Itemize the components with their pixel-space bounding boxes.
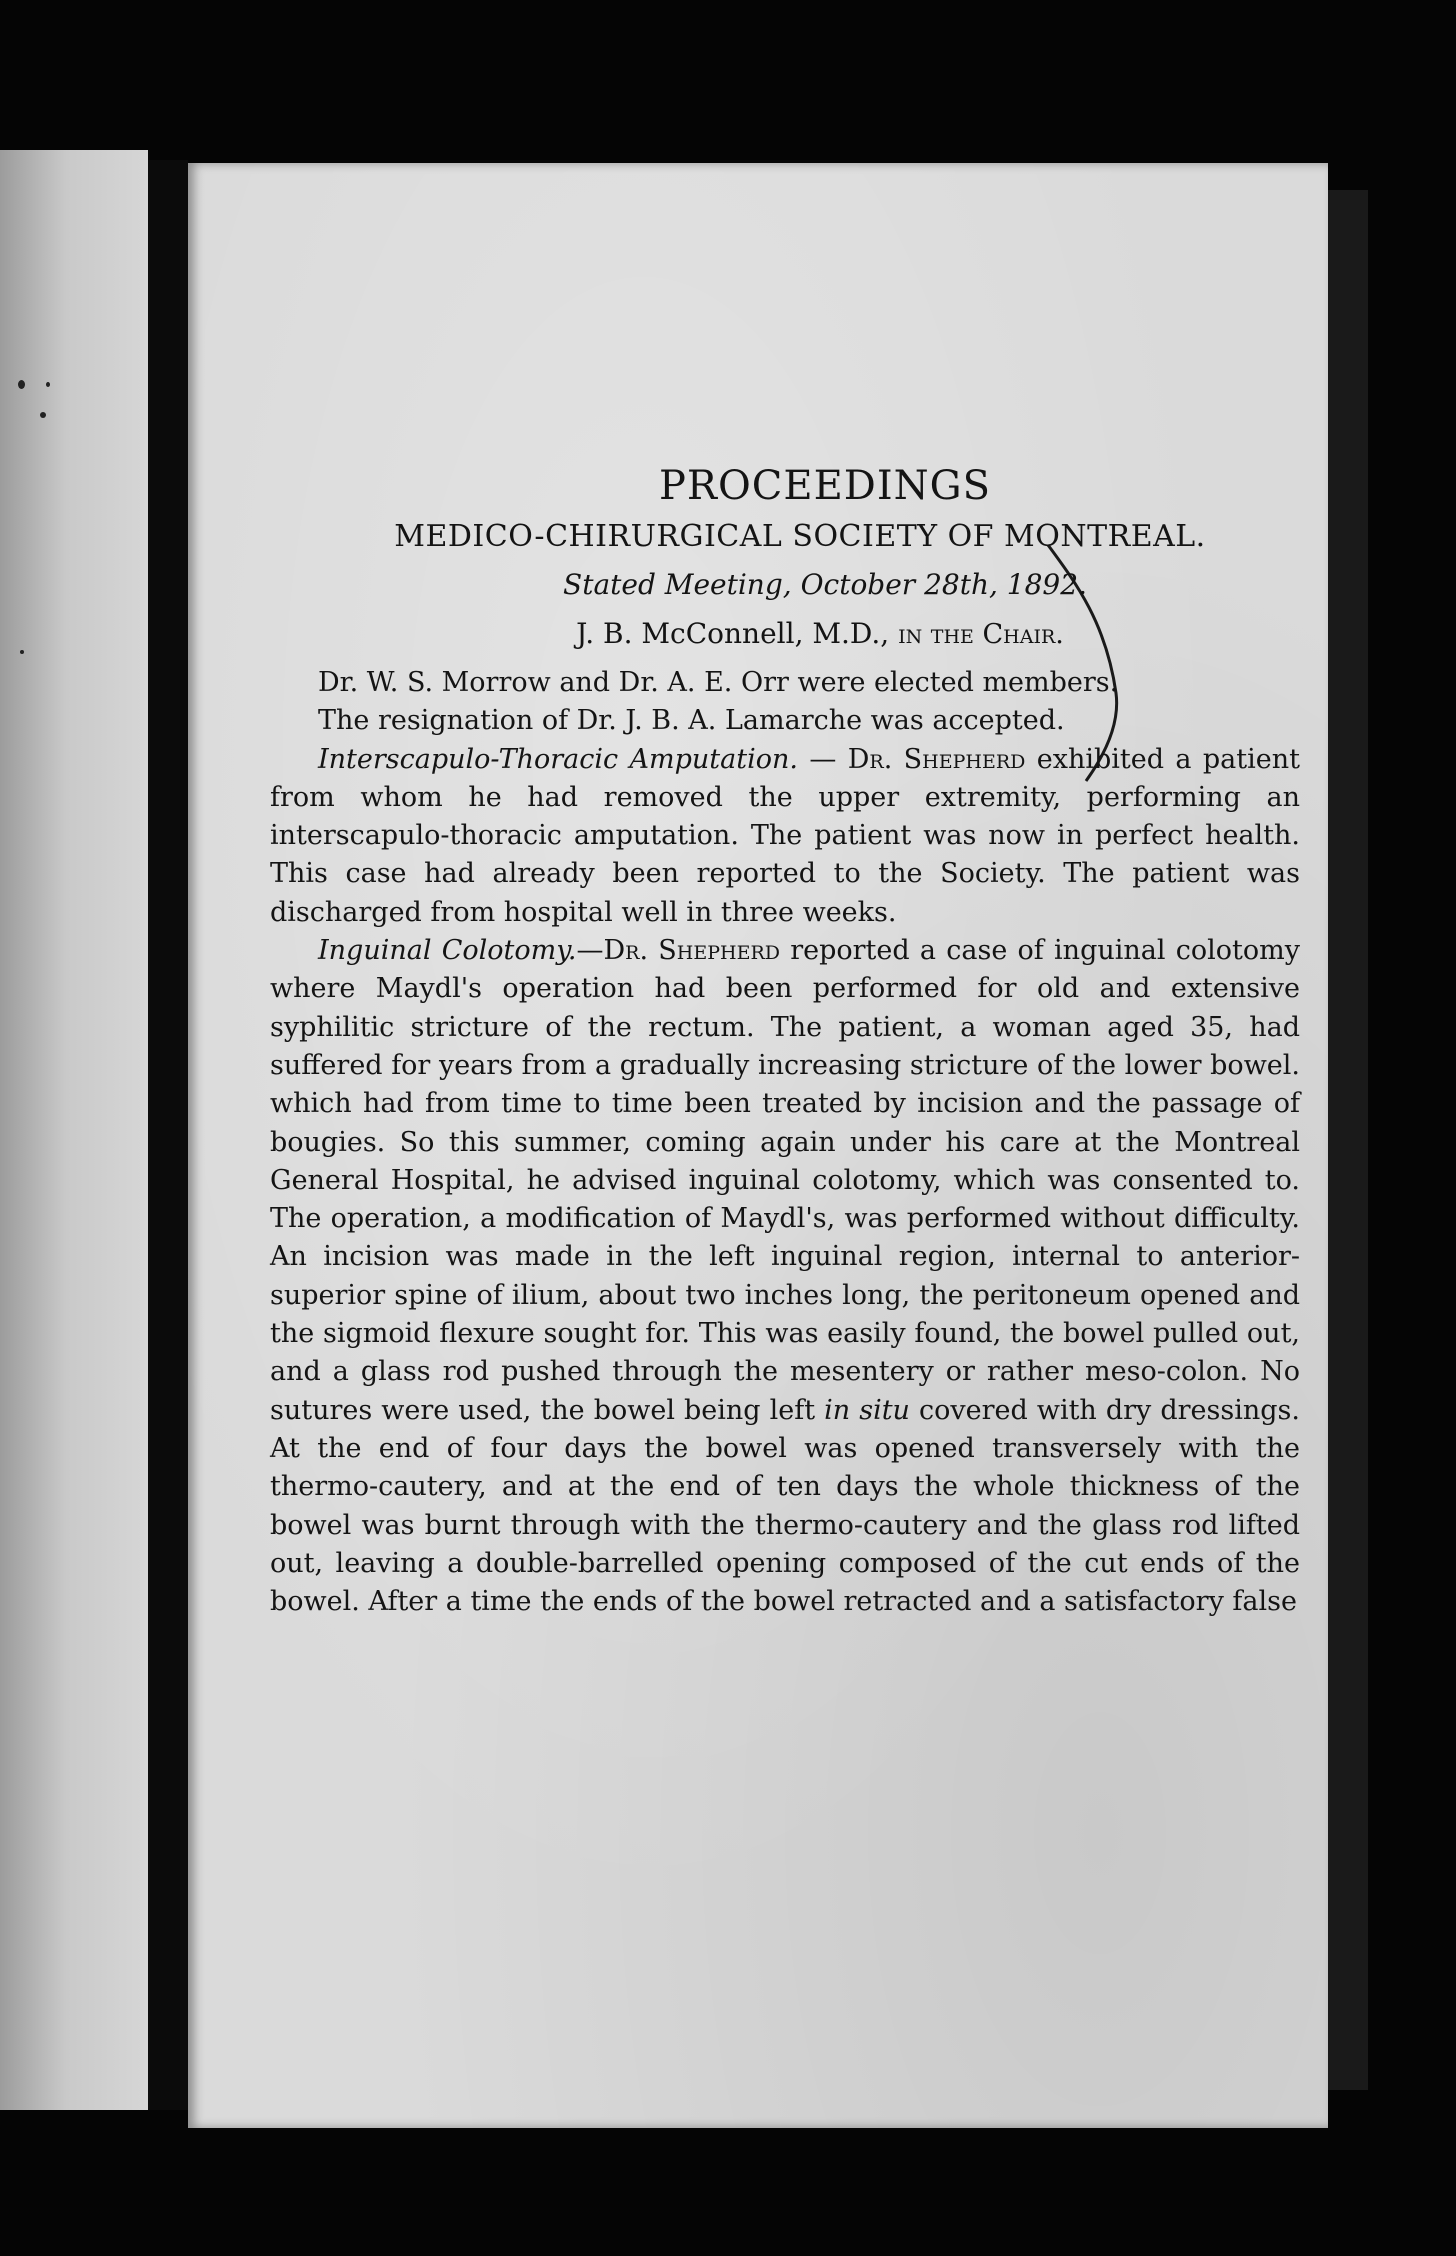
section-dash: — xyxy=(797,743,848,775)
section-title: Inguinal Colotomy. xyxy=(318,935,577,967)
section-dash: — xyxy=(576,935,604,967)
right-page-edge xyxy=(1328,190,1368,2090)
page-title: PROCEEDINGS xyxy=(658,463,992,509)
speaker-name: Dr. Shepherd xyxy=(847,743,1026,775)
ink-speck xyxy=(46,382,50,387)
paragraph-members: Dr. W. S. Morrow and Dr. A. E. Orr were elected members. xyxy=(318,667,1119,698)
chair-line xyxy=(340,617,1300,650)
ink-speck xyxy=(40,412,46,418)
speaker-name: Dr. Shepherd xyxy=(603,935,780,967)
section-body-continued: covered with dry dressings. At the end of four days the bowel was opened transversely with the thermo-cautery, and at the end of ten days the whole thickness of the bowel was burnt through with the thermo-cautery and the glass rod lifted out, leaving a double-barrelled opening composed of the cut ends of the bowel. After a time the ends of the bowel retracted and a satisfactory false xyxy=(270,1394,1300,1618)
chair-name: J. B. McConnell, M.D., xyxy=(576,617,890,650)
ink-speck xyxy=(18,380,25,389)
section-body: exhibited a patient from whom he had removed the upper extremity, performing an interscapulo-thoracic amputation. The patient was now in perfect health. This case had already been reported to the Society. The patient was discharged from hospital well in three weeks. xyxy=(270,743,1300,928)
section-amputation xyxy=(270,741,1300,932)
italic-phrase: in situ xyxy=(824,1394,910,1426)
chair-suffix: in the Chair. xyxy=(898,619,1064,650)
meeting-date: Stated Meeting, October 28th, 1892. xyxy=(563,568,1087,601)
book-gutter xyxy=(148,160,188,2110)
section-title: Interscapulo-Thoracic Amputation. xyxy=(318,743,798,775)
page-text xyxy=(270,463,1300,1621)
society-heading: MEDICO-CHIRURGICAL SOCIETY OF MONTREAL. xyxy=(394,519,1206,554)
book-page xyxy=(188,163,1328,2128)
section-body: reported a case of inguinal colotomy where Maydl's operation had been performed for old and extensive syphilitic stricture of the rectum. The patient, a woman aged 35, had suffered for years from a gradually increasing stricture of the lower bowel. which had from time to time been treated by incision and the passage of bougies. So this summer, coming again under his care at the Montreal General Hospital, he advised inguinal colotomy, which was consented to. The operation, a modification of Maydl's, was performed without difficulty. An incision was made in the left inguinal region, internal to anterior-superior spine of ilium, about two inches long, the peritoneum opened and the sigmoid flexure sought for. This was easily found, the bowel pulled out, and a glass rod pushed through the mesentery or rather meso-colon. No sutures were used, the bowel being left xyxy=(270,935,1300,1426)
section-colotomy xyxy=(270,932,1300,1621)
ink-speck xyxy=(20,650,24,654)
paragraph-resignation: The resignation of Dr. J. B. A. Lamarche was accepted. xyxy=(318,705,1065,737)
left-page-edge xyxy=(0,150,148,2110)
